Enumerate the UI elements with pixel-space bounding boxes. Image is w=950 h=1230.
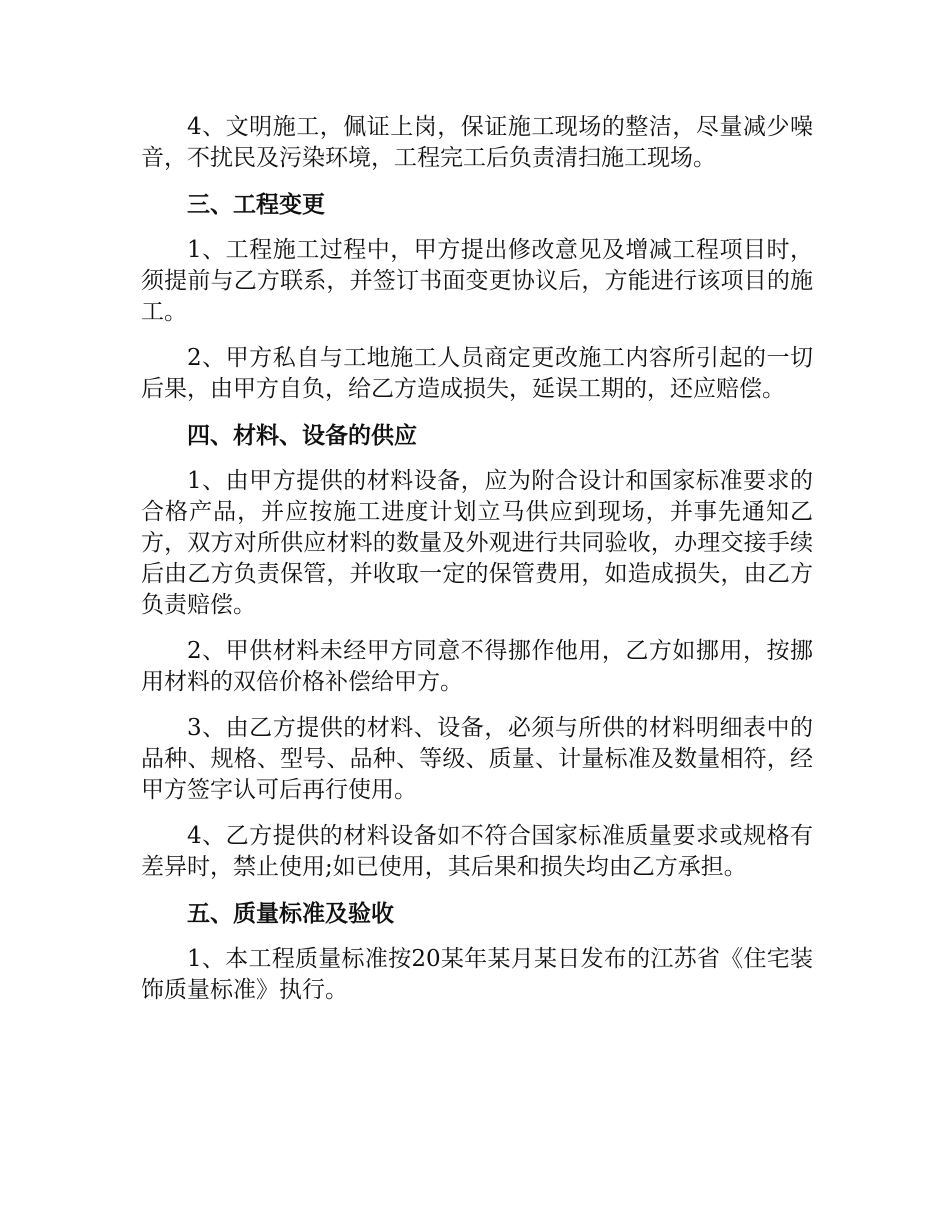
paragraph-contractor-supplied-materials: 3、由乙方提供的材料、设备，必须与所供的材料明细表中的品种、规格、型号、品种、等级、质量、计量标准及数量相符，经甲方签字认可后再行使用。 (141, 715, 813, 803)
section-heading-engineering-change: 三、工程变更 (187, 191, 325, 218)
paragraph-misuse-of-materials: 2、甲供材料未经甲方同意不得挪作他用，乙方如挪用，按挪用材料的双倍价格补偿给甲方。 (141, 638, 813, 695)
document-body (141, 112, 813, 1021)
paragraph-civilized-construction: 4、文明施工，佩证上岗，保证施工现场的整洁，尽量减少噪音，不扰民及污染环境，工程完工后负责清扫施工现场。 (141, 114, 813, 171)
section-heading-quality-standards: 五、质量标准及验收 (187, 900, 394, 927)
paragraph-change-procedure: 1、工程施工过程中，甲方提出修改意见及增减工程项目时，须提前与乙方联系，并签订书面变更协议后，方能进行该项目的施工。 (141, 237, 813, 325)
paragraph-nonconforming-materials: 4、乙方提供的材料设备如不符合国家标准质量要求或规格有差异时，禁止使用;如已使用，其后果和损失均由乙方承担。 (141, 823, 813, 880)
paragraph-quality-standard: 1、本工程质量标准按20某年某月某日发布的江苏省《住宅装饰质量标准》执行。 (141, 946, 813, 1003)
section-heading-materials-supply: 四、材料、设备的供应 (187, 422, 417, 449)
paragraph-client-supplied-materials: 1、由甲方提供的材料设备，应为附合设计和国家标准要求的合格产品，并应按施工进度计划立马供应到现场，并事先通知乙方，双方对所供应材料的数量及外观进行共同验收，办理交接手续后由乙方负责保管，并收取一定的保管费用，如造成损失，由乙方负责赔偿。 (141, 468, 813, 618)
paragraph-unauthorized-change: 2、甲方私自与工地施工人员商定更改施工内容所引起的一切后果，由甲方自负，给乙方造成损失，延误工期的，还应赔偿。 (141, 345, 813, 402)
